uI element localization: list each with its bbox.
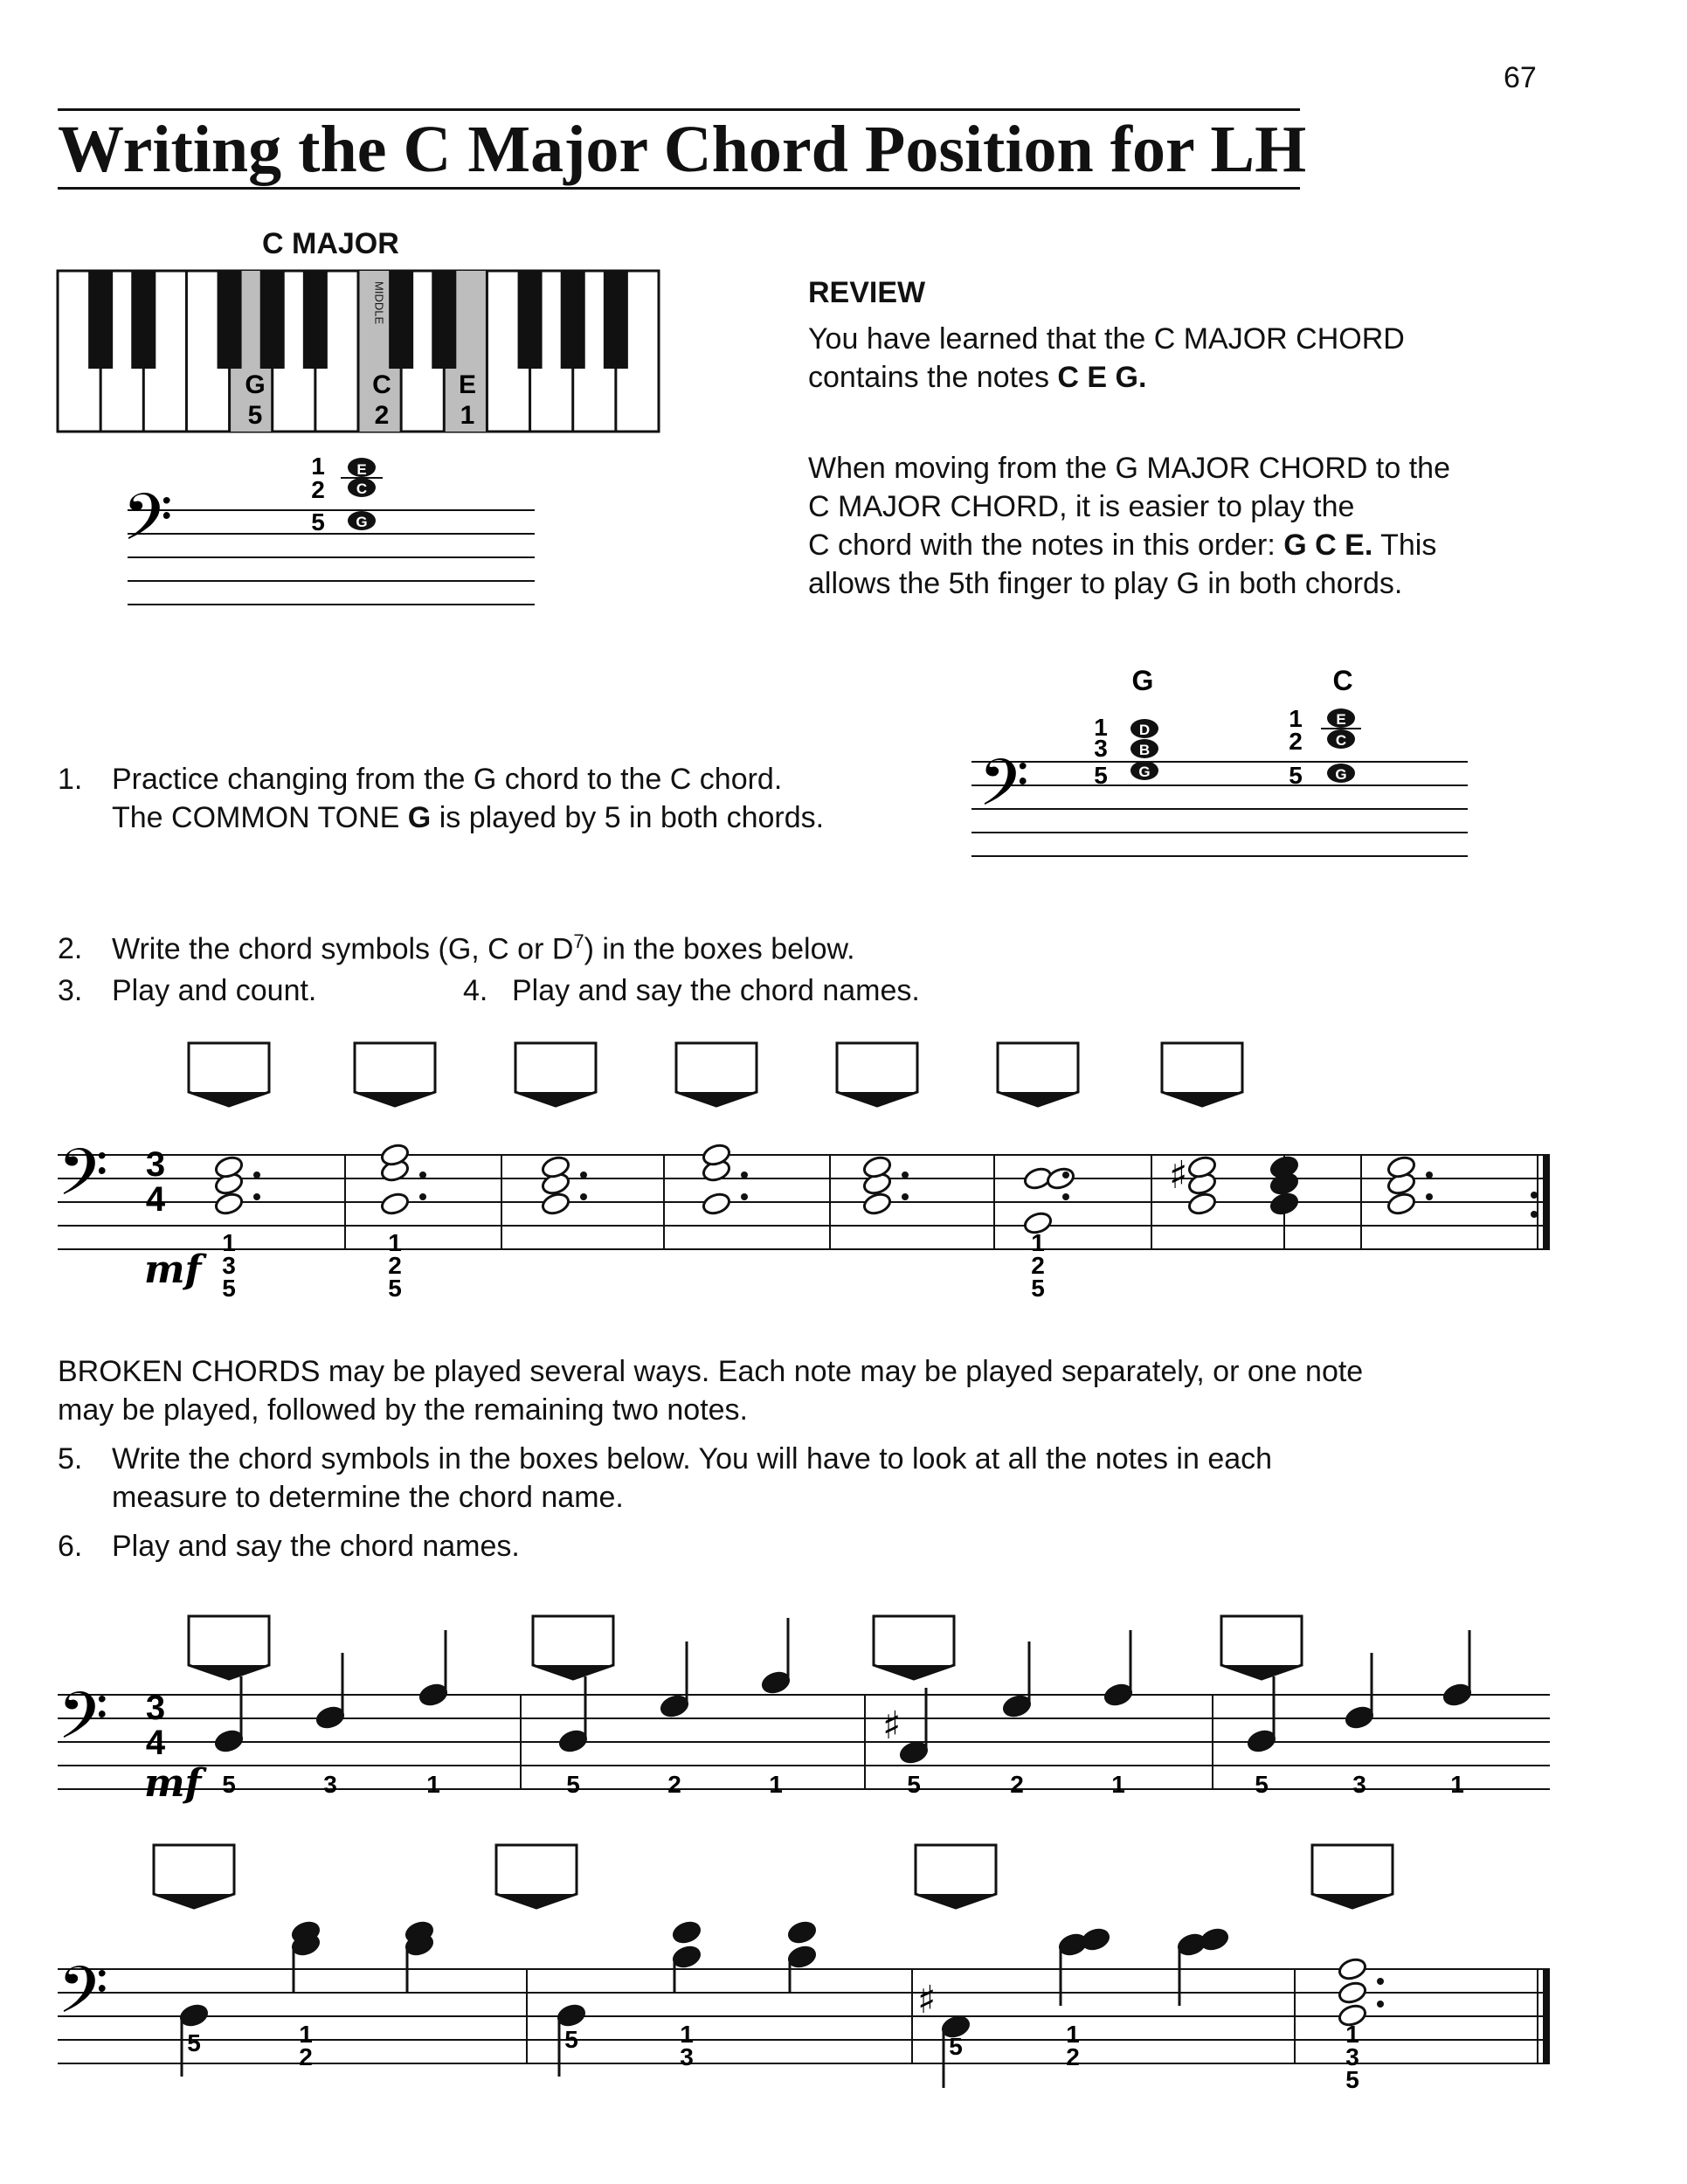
- broken-chord-note: [557, 1728, 588, 1753]
- finger-number: 2: [1010, 1771, 1024, 1798]
- sharp-c: ♯: [1169, 1153, 1188, 1198]
- svg-text:B: B: [1138, 742, 1151, 758]
- note-head: [671, 1919, 702, 1945]
- svg-text:1: 1: [222, 1229, 236, 1256]
- dot: [253, 1193, 260, 1200]
- dot: [741, 1171, 748, 1178]
- page-number: 67: [1504, 61, 1537, 94]
- svg-text:5: 5: [388, 1275, 402, 1302]
- black-key: [131, 271, 156, 369]
- finger-number: 3: [1352, 1771, 1366, 1798]
- svg-text:5: 5: [564, 2026, 578, 2053]
- chord-note: [1386, 1191, 1416, 1216]
- svg-text:2: 2: [1289, 728, 1303, 755]
- chord-box-point: [355, 1092, 435, 1106]
- finger-number: 1: [1450, 1771, 1464, 1798]
- key-e-finger: 1: [460, 401, 475, 430]
- finger-number: 2: [667, 1771, 681, 1798]
- chord-box-point: [837, 1092, 917, 1106]
- svg-text:5: 5: [222, 1275, 236, 1302]
- dot: [253, 1171, 260, 1178]
- chord-note: [861, 1191, 892, 1216]
- chord-box-point: [189, 1665, 269, 1679]
- bass-clef-a: 𝄢: [122, 480, 173, 571]
- key-c-note: C: [372, 370, 391, 399]
- key-e-note: E: [458, 370, 477, 399]
- svg-text:5: 5: [1031, 1275, 1045, 1302]
- chord-box-point: [676, 1092, 757, 1106]
- svg-text:3: 3: [1094, 735, 1108, 762]
- finger-number: 1: [426, 1771, 440, 1798]
- svg-text:5: 5: [1094, 762, 1108, 789]
- dot: [1062, 1193, 1069, 1200]
- review-paragraph-2: When moving from the G MAJOR CHORD to the C MAJOR CHORD, it is easier to play the C chord with the notes in this order: G C E. This allows the 5th finger to play G in both chords.: [808, 452, 1450, 600]
- svg-text:5: 5: [1345, 2066, 1359, 2093]
- broken-chord-note: [1344, 1704, 1374, 1730]
- broken-chord-note: [1246, 1728, 1276, 1753]
- broken-chord-note: [213, 1728, 244, 1753]
- note-head: [1337, 1980, 1367, 2005]
- review-paragraph-1: You have learned that the C MAJOR CHORD contains the notes C E G.: [808, 322, 1405, 394]
- dot: [419, 1171, 426, 1178]
- key-c-finger: 2: [374, 401, 390, 430]
- finger-number: 1: [769, 1771, 783, 1798]
- chord-note: [213, 1191, 244, 1216]
- time-sig-top-d: 3: [145, 1689, 166, 1727]
- time-sig-bottom-d: 4: [145, 1724, 166, 1762]
- instruction-1: 1. Practice changing from the G chord to the C chord. The COMMON TONE G is played by 5 in both chords.: [58, 763, 825, 834]
- svg-text:1: 1: [680, 2021, 694, 2048]
- exercise-1-staff: [58, 1043, 1550, 1302]
- instruction-3: 3. Play and count.: [58, 974, 317, 1007]
- black-key: [561, 271, 585, 369]
- dot: [580, 1193, 587, 1200]
- broken-chord-note: [1442, 1682, 1472, 1707]
- black-key: [88, 271, 113, 369]
- dot: [1062, 1171, 1069, 1178]
- kb-note-g: G: [356, 514, 368, 530]
- kb-staff-finger-2: 2: [311, 476, 325, 503]
- keyboard-staff: [122, 453, 535, 605]
- note-head: [1199, 1926, 1229, 1952]
- chord-box-point: [154, 1894, 234, 1908]
- chord-box-point: [916, 1894, 996, 1908]
- chord-box-point: [874, 1665, 954, 1679]
- chord-box-point: [189, 1092, 269, 1106]
- broken-chords-paragraph: BROKEN CHORDS may be played several ways. Each note may be played separately, or one note may be played, followed by the remaining two notes.: [58, 1355, 1364, 1427]
- broken-chord-note: [315, 1704, 345, 1730]
- finger-number: 3: [323, 1771, 337, 1798]
- svg-text:1: 1: [1031, 1229, 1045, 1256]
- bass-clef-e: 𝄢: [58, 1952, 108, 2044]
- chord-note: [540, 1191, 570, 1216]
- review-heading: REVIEW: [808, 276, 926, 309]
- svg-text:1: 1: [1345, 2021, 1359, 2048]
- kb-note-e: E: [356, 461, 367, 478]
- broken-chord-note: [760, 1669, 791, 1695]
- chord-note: [1269, 1191, 1299, 1216]
- repeat-dot: [1531, 1211, 1538, 1218]
- kb-note-c: C: [356, 480, 368, 497]
- black-key: [303, 271, 328, 369]
- broken-chord-note: [659, 1693, 689, 1718]
- instruction-2: 2. Write the chord symbols (G, C or $D^7$) in the boxes below.: [58, 930, 855, 966]
- dot: [1426, 1171, 1433, 1178]
- dot: [902, 1193, 909, 1200]
- dot: [1426, 1193, 1433, 1200]
- dot: [1377, 2001, 1384, 2008]
- exercise-3-staff: [58, 1845, 1550, 2093]
- chord-box-point: [533, 1665, 613, 1679]
- keyboard-label: C MAJOR: [262, 227, 399, 260]
- sharp-e: ♯: [917, 1978, 937, 2022]
- page-title: Writing the C Major Chord Position for LH: [58, 113, 1307, 186]
- instruction-4: 4. Play and say the chord names.: [463, 974, 920, 1007]
- broken-chord-note: [1103, 1682, 1133, 1707]
- key-g-note: G: [245, 370, 266, 399]
- svg-text:5: 5: [187, 2029, 201, 2056]
- svg-text:3: 3: [1345, 2043, 1359, 2070]
- chord-box-point: [998, 1092, 1078, 1106]
- note-head: [178, 2002, 209, 2028]
- svg-text:5: 5: [949, 2033, 963, 2060]
- gc-chord-c-name: C: [1332, 665, 1353, 696]
- black-key: [604, 271, 628, 369]
- chord-box-point: [515, 1092, 596, 1106]
- black-key: [432, 271, 456, 369]
- broken-chord-note: [1001, 1693, 1032, 1718]
- exercise-2-staff: [58, 1616, 1550, 1806]
- note-head: [671, 1944, 702, 1969]
- chord-note: [1186, 1191, 1217, 1216]
- broken-chord-note: [898, 1739, 929, 1765]
- black-key: [218, 271, 242, 369]
- gc-example-staff: [971, 665, 1468, 856]
- svg-text:D: D: [1138, 722, 1151, 738]
- svg-text:1: 1: [388, 1229, 402, 1256]
- instruction-5: 5. Write the chord symbols in the boxes below. You will have to look at all the notes in each measure to determine the chord name.: [58, 1442, 1273, 1514]
- black-key: [260, 271, 285, 369]
- svg-text:3: 3: [222, 1252, 236, 1279]
- black-key: [518, 271, 543, 369]
- svg-text:2: 2: [1031, 1252, 1045, 1279]
- svg-text:5: 5: [1289, 762, 1303, 789]
- dynamic-mf-d: mf: [144, 1761, 202, 1806]
- svg-text:1: 1: [1289, 705, 1303, 732]
- repeat-dot: [1531, 1192, 1538, 1199]
- note-head: [1337, 1956, 1367, 1981]
- final-bar: [1543, 1969, 1550, 2063]
- dot: [580, 1171, 587, 1178]
- svg-text:1: 1: [1094, 714, 1108, 741]
- finger-number: 5: [566, 1771, 580, 1798]
- broken-chord-note: [418, 1682, 448, 1707]
- svg-text:2: 2: [299, 2043, 313, 2070]
- chord-box-point: [1312, 1894, 1393, 1908]
- dot: [1377, 1978, 1384, 1985]
- bass-clef-d: 𝄢: [58, 1678, 108, 1770]
- time-sig-top-c: 3: [145, 1145, 166, 1184]
- svg-text:2: 2: [1066, 2043, 1080, 2070]
- note-head: [556, 2002, 586, 2028]
- chord-box-point: [1221, 1665, 1302, 1679]
- chord-note: [1045, 1165, 1075, 1191]
- final-bar: [1543, 1155, 1550, 1249]
- svg-text:3: 3: [680, 2043, 694, 2070]
- chord-box-point: [496, 1894, 577, 1908]
- svg-text:2: 2: [388, 1252, 402, 1279]
- middle-label: MIDDLE: [372, 281, 386, 325]
- dynamic-mf-c: mf: [144, 1248, 202, 1292]
- finger-number: 1: [1111, 1771, 1125, 1798]
- finger-number: 5: [907, 1771, 921, 1798]
- sharp-d: ♯: [882, 1704, 902, 1748]
- note-head: [786, 1944, 817, 1969]
- svg-text:G: G: [1335, 766, 1347, 783]
- svg-text:G: G: [1138, 764, 1151, 780]
- instruction-6: 6. Play and say the chord names.: [58, 1530, 520, 1563]
- dot: [741, 1193, 748, 1200]
- svg-text:1: 1: [1066, 2021, 1080, 2048]
- svg-text:E: E: [1336, 711, 1346, 728]
- dot: [419, 1193, 426, 1200]
- chord-box-point: [1162, 1092, 1242, 1106]
- note-head: [1080, 1926, 1110, 1952]
- chord-note: [701, 1191, 731, 1216]
- chord-note: [379, 1191, 410, 1216]
- svg-text:C: C: [1335, 732, 1347, 749]
- kb-staff-finger-5: 5: [311, 508, 325, 536]
- kb-staff-finger-1: 1: [311, 453, 325, 480]
- svg-text:1: 1: [299, 2021, 313, 2048]
- finger-number: 5: [1255, 1771, 1269, 1798]
- note-head: [786, 1919, 817, 1945]
- piano-keyboard: [58, 271, 659, 432]
- black-key: [389, 271, 413, 369]
- gc-chord-g-name: G: [1131, 665, 1154, 696]
- bass-clef-b: 𝄢: [978, 745, 1029, 837]
- time-sig-bottom-c: 4: [145, 1180, 166, 1219]
- key-g-finger: 5: [247, 401, 263, 430]
- dot: [902, 1171, 909, 1178]
- bass-clef-c: 𝄢: [58, 1135, 108, 1227]
- finger-number: 5: [222, 1771, 236, 1798]
